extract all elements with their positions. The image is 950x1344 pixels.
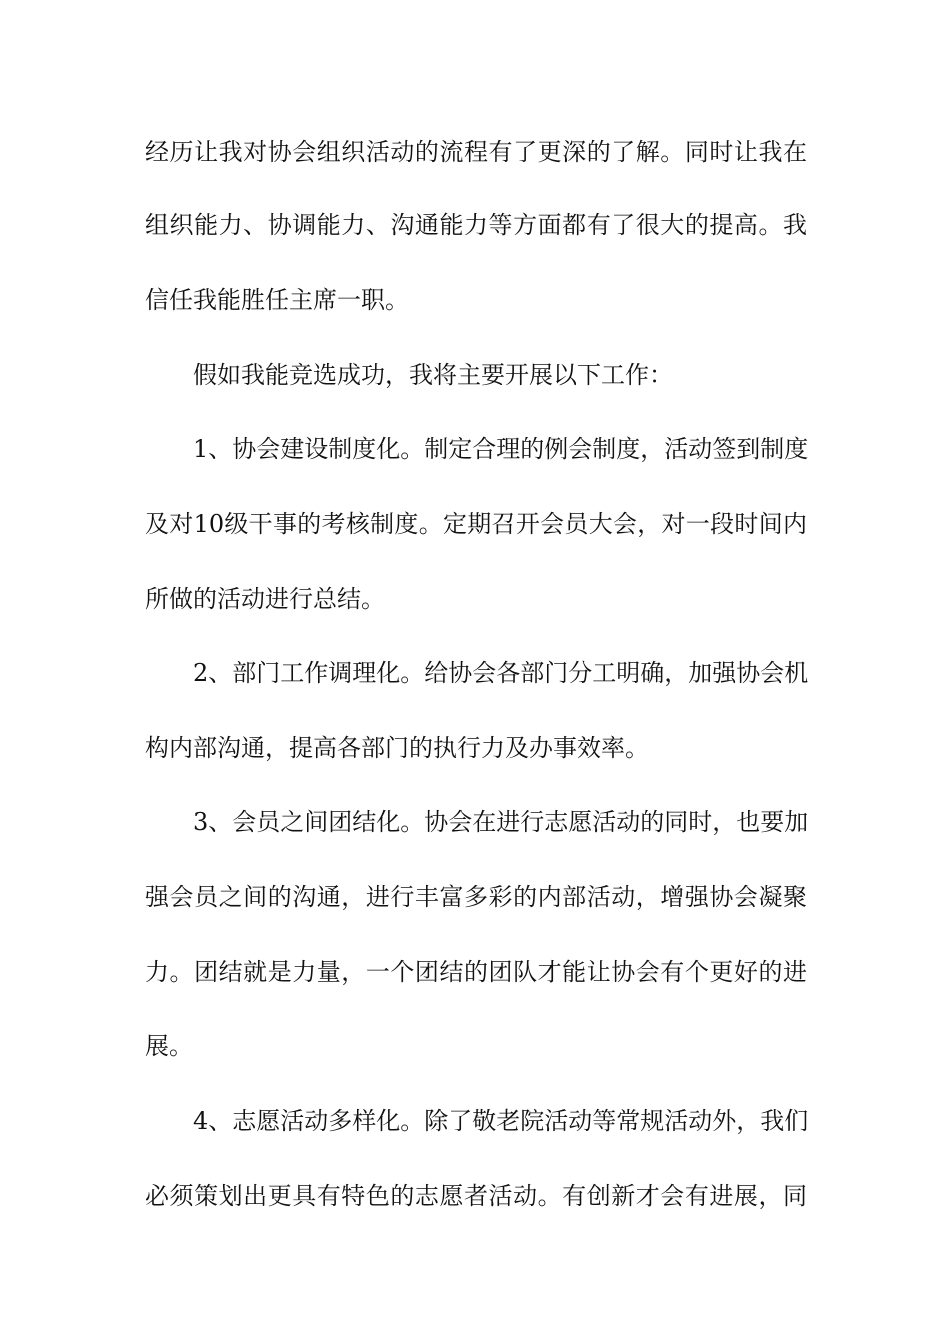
text-line: 展。: [145, 1032, 193, 1060]
text-line: 信任我能胜任主席一职。: [145, 286, 409, 314]
text-line: 所做的活动进行总结。: [145, 585, 385, 613]
paragraph-first-line: 4、志愿活动多样化。除了敬老院活动等常规活动外，我们: [193, 1107, 809, 1135]
text-line: 强会员之间的沟通，进行丰富多彩的内部活动，增强协会凝聚: [145, 883, 807, 911]
text-line: 及对10级干事的考核制度。定期召开会员大会，对一段时间内: [145, 510, 807, 538]
paragraph-first-line: 1、协会建设制度化。制定合理的例会制度，活动签到制度: [193, 435, 809, 463]
text-line: 必须策划出更具有特色的志愿者活动。有创新才会有进展，同: [145, 1182, 807, 1210]
paragraph-first-line: 2、部门工作调理化。给协会各部门分工明确，加强协会机: [193, 659, 809, 687]
text-line: 构内部沟通，提高各部门的执行力及办事效率。: [145, 734, 649, 762]
text-line: 经历让我对协会组织活动的流程有了更深的了解。同时让我在: [145, 138, 807, 166]
paragraph-first-line: 3、会员之间团结化。协会在进行志愿活动的同时，也要加: [193, 808, 809, 836]
text-line: 组织能力、协调能力、沟通能力等方面都有了很大的提高。我: [145, 211, 807, 239]
paragraph-first-line: 假如我能竞选成功，我将主要开展以下工作：: [193, 361, 673, 389]
text-line: 力。团结就是力量，一个团结的团队才能让协会有个更好的进: [145, 958, 807, 986]
